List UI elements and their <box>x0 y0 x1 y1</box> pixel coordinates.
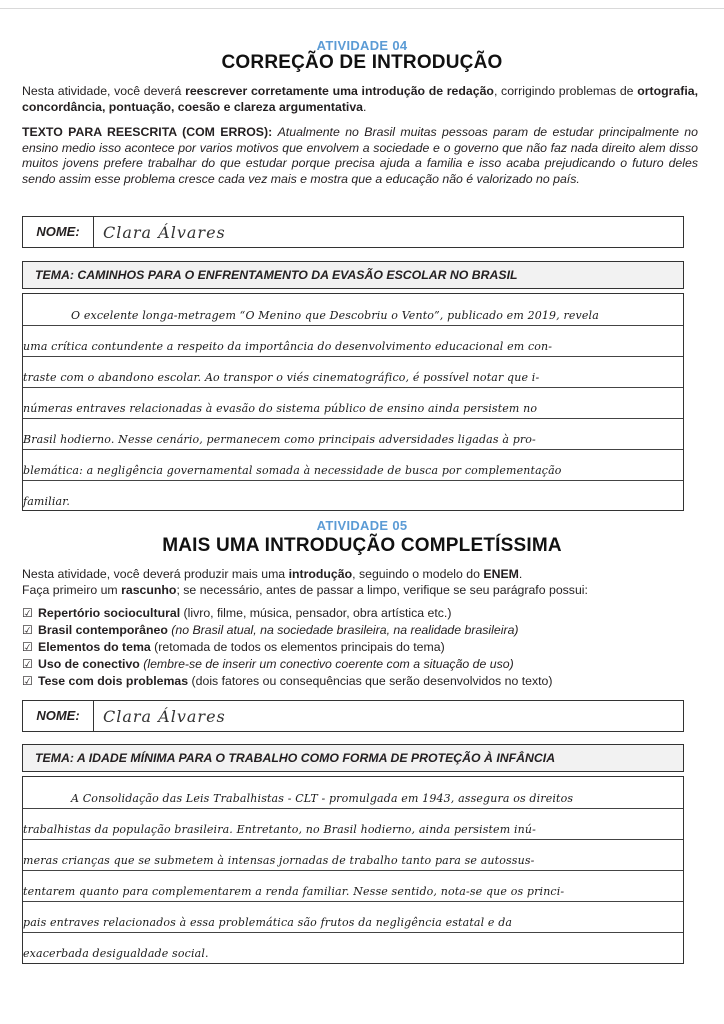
instructions-text: Faça primeiro um <box>22 582 122 597</box>
instructions-text: , seguindo o modelo do <box>352 567 484 581</box>
checkbox-tick-icon: ☑ <box>22 623 33 637</box>
theme-title: TEMA: CAMINHOS PARA O ENFRENTAMENTO DA EVASÃO ESCOLAR NO BRASIL <box>35 268 518 282</box>
instructions-text: Nesta atividade, você deverá produzir mais uma <box>22 567 289 581</box>
instructions-bold-task: reescrever corretamente uma introdução de redação <box>185 84 494 98</box>
instructions-bold-criteria: ortografia, concordância, pontuação, coesão e clareza argumentativa <box>22 84 698 114</box>
checklist-item: ☑ Brasil contemporâneo (no Brasil atual, na sociedade brasileira, na realidade brasileira) <box>22 623 519 637</box>
activity-05-title: MAIS UMA INTRODUÇÃO COMPLETÍSSIMA <box>162 535 562 556</box>
rewrite-text: Atualmente no Brasil muitas pessoas param de estudar principalmente no ensino medio isso acontece por varios motivos que envolvem a sociedade e o governo que não faz nada direito alem disso muitos jovens prefere trabalhar do que estudar porque precisa ajuda a familia e isso acaba prejudicando o futuro deles sendo assim esse problema cresce cada vez mais e mostra que a educação não é valorizado no país. <box>22 125 698 186</box>
checklist-item: ☑ Elementos do tema (retomada de todos os elementos principais do tema) <box>22 640 445 654</box>
instructions-text: . <box>363 99 367 114</box>
activity-04-title: CORREÇÃO DE INTRODUÇÃO <box>221 52 503 73</box>
name-field-1[interactable] <box>22 216 684 248</box>
handwritten-line: uma crítica contundente a respeito da importância do desenvolvimento educacional em con- <box>23 325 683 357</box>
checklist-item: ☑ Repertório sociocultural (livro, filme, música, pensador, obra artística etc.) <box>22 606 452 620</box>
checkbox-tick-icon: ☑ <box>22 674 33 688</box>
name-value: Clara Álvares <box>103 223 226 242</box>
page-top-rule <box>0 8 724 9</box>
theme-box-1 <box>22 261 684 289</box>
checklist-item: ☑ Uso de conectivo (lembre-se de inserir um conectivo coerente com a situação de uso) <box>22 657 514 671</box>
theme-box-2 <box>22 744 684 772</box>
activity-04-instructions <box>22 84 698 115</box>
handwritten-line: trabalhistas da população brasileira. Entretanto, no Brasil hodierno, ainda persistem inú- <box>23 808 683 840</box>
checklist <box>22 605 698 690</box>
activity-04-label: ATIVIDADE 04 <box>316 38 408 53</box>
handwritten-line: pais entraves relacionados à essa problemática são frutos da negligência estatal e da <box>23 901 683 933</box>
name-field-2[interactable] <box>22 700 684 732</box>
checklist-item: ☑ Tese com dois problemas (dois fatores ou consequências que serão desenvolvidos no texto) <box>22 674 553 688</box>
instructions-text: Nesta atividade, você deverá <box>22 84 186 98</box>
checkbox-tick-icon: ☑ <box>22 606 33 620</box>
handwritten-line: exacerbada desigualdade social. <box>23 947 209 960</box>
rewrite-text-block <box>22 125 698 187</box>
rewrite-label: TEXTO PARA REESCRITA (COM ERROS): <box>22 125 273 139</box>
writing-area-1[interactable] <box>22 293 684 511</box>
handwritten-line: Brasil hodierno. Nesse cenário, permanecem como principais adversidades ligadas à pro- <box>23 418 683 450</box>
handwritten-line: meras crianças que se submetem à intensas jornadas de trabalho tanto para se autossus- <box>23 839 683 871</box>
checkbox-tick-icon: ☑ <box>22 640 33 654</box>
handwritten-line: traste com o abandono escolar. Ao transpor o viés cinematográfico, é possível notar que i- <box>23 356 683 388</box>
checkbox-tick-icon: ☑ <box>22 657 33 671</box>
name-label: NOME: <box>23 217 94 247</box>
handwritten-line: númeras entraves relacionadas à evasão do sistema público de ensino ainda persistem no <box>23 387 683 419</box>
instructions-bold: ENEM <box>483 567 519 581</box>
instructions-text: , corrigindo problemas de <box>493 84 638 98</box>
handwritten-line: blemática: a negligência governamental somada à necessidade de busca por complementação <box>23 449 683 481</box>
name-label: NOME: <box>23 701 94 731</box>
instructions-bold: introdução <box>288 567 353 581</box>
instructions-bold: rascunho <box>121 582 177 597</box>
theme-title: TEMA: A IDADE MÍNIMA PARA O TRABALHO COMO FORMA DE PROTEÇÃO À INFÂNCIA <box>35 751 556 765</box>
instructions-text: ; se necessário, antes de passar a limpo, verifique se seu parágrafo possui: <box>176 582 588 597</box>
handwritten-line: O excelente longa-metragem “O Menino que Descobriu o Vento”, publicado em 2019, revela <box>23 294 683 326</box>
instructions-text: . <box>518 567 523 581</box>
activity-05-instructions <box>22 567 698 598</box>
handwritten-line: familiar. <box>23 495 71 508</box>
handwritten-line: tentarem quanto para complementarem a renda familiar. Nesse sentido, nota-se que os princi- <box>23 870 683 902</box>
handwritten-line: A Consolidação das Leis Trabalhistas - CLT - promulgada em 1943, assegura os direitos <box>23 777 683 809</box>
activity-05-label: ATIVIDADE 05 <box>316 518 408 533</box>
writing-area-2[interactable] <box>22 776 684 964</box>
name-value: Clara Álvares <box>103 707 226 726</box>
